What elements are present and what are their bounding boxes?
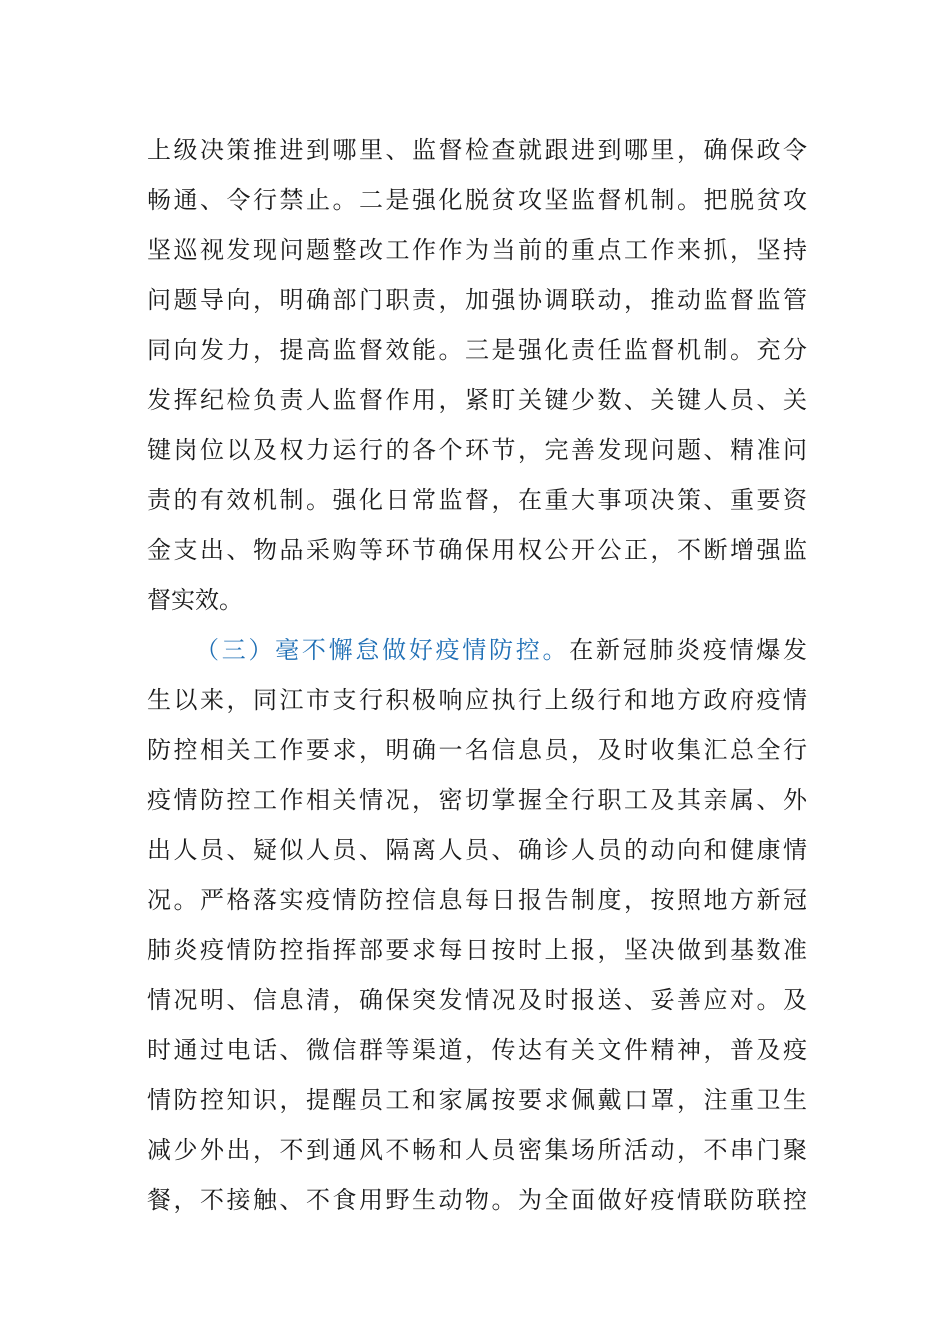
paragraph-line: 畅通、令行禁止。二是强化脱贫攻坚监督机制。把脱贫攻: [147, 186, 807, 214]
section-heading: （三）毫不懈怠做好疫情防控。: [195, 636, 570, 664]
paragraph-epidemic-control: [147, 625, 807, 1225]
paragraph-line: 时通过电话、微信群等渠道，传达有关文件精神，普及疫: [147, 1036, 807, 1064]
paragraph-line: 坚巡视发现问题整改工作作为当前的重点工作来抓，坚持: [147, 236, 807, 264]
paragraph-line: 减少外出，不到通风不畅和人员密集场所活动，不串门聚: [147, 1136, 807, 1164]
paragraph-first-line: [147, 625, 807, 675]
paragraph-line: 餐，不接触、不食用野生动物。为全面做好疫情联防联控: [147, 1186, 807, 1214]
paragraph-line: 出人员、疑似人员、隔离人员、确诊人员的动向和健康情: [147, 836, 807, 864]
paragraph-line: 肺炎疫情防控指挥部要求每日按时上报，坚决做到基数准: [147, 936, 807, 964]
paragraph-line: 责的有效机制。强化日常监督，在重大事项决策、重要资: [147, 486, 807, 514]
first-line-text: 在新冠肺炎疫情爆发: [569, 636, 808, 664]
paragraph-line: 防控相关工作要求，明确一名信息员，及时收集汇总全行: [147, 736, 807, 764]
paragraph-line: 情防控知识，提醒员工和家属按要求佩戴口罩，注重卫生: [147, 1086, 807, 1114]
paragraph-line: 金支出、物品采购等环节确保用权公开公正，不断增强监: [147, 536, 807, 564]
paragraph-line: 况。严格落实疫情防控信息每日报告制度，按照地方新冠: [147, 886, 807, 914]
paragraph-line: 同向发力，提高监督效能。三是强化责任监督机制。充分: [147, 336, 807, 364]
paragraph-line: 发挥纪检负责人监督作用，紧盯关键少数、关键人员、关: [147, 386, 807, 414]
paragraph-supervision: [147, 125, 807, 625]
paragraph-line: 情况明、信息清，确保突发情况及时报送、妥善应对。及: [147, 986, 807, 1014]
paragraph-line: 疫情防控工作相关情况，密切掌握全行职工及其亲属、外: [147, 786, 807, 814]
paragraph-line: 上级决策推进到哪里、监督检查就跟进到哪里，确保政令: [147, 136, 807, 164]
paragraph-line: 生以来，同江市支行积极响应执行上级行和地方政府疫情: [147, 686, 807, 714]
paragraph-line: 问题导向，明确部门职责，加强协调联动，推动监督监管: [147, 286, 807, 314]
paragraph-line: 键岗位以及权力运行的各个环节，完善发现问题、精准问: [147, 436, 807, 464]
paragraph-line: 督实效。: [147, 586, 243, 614]
